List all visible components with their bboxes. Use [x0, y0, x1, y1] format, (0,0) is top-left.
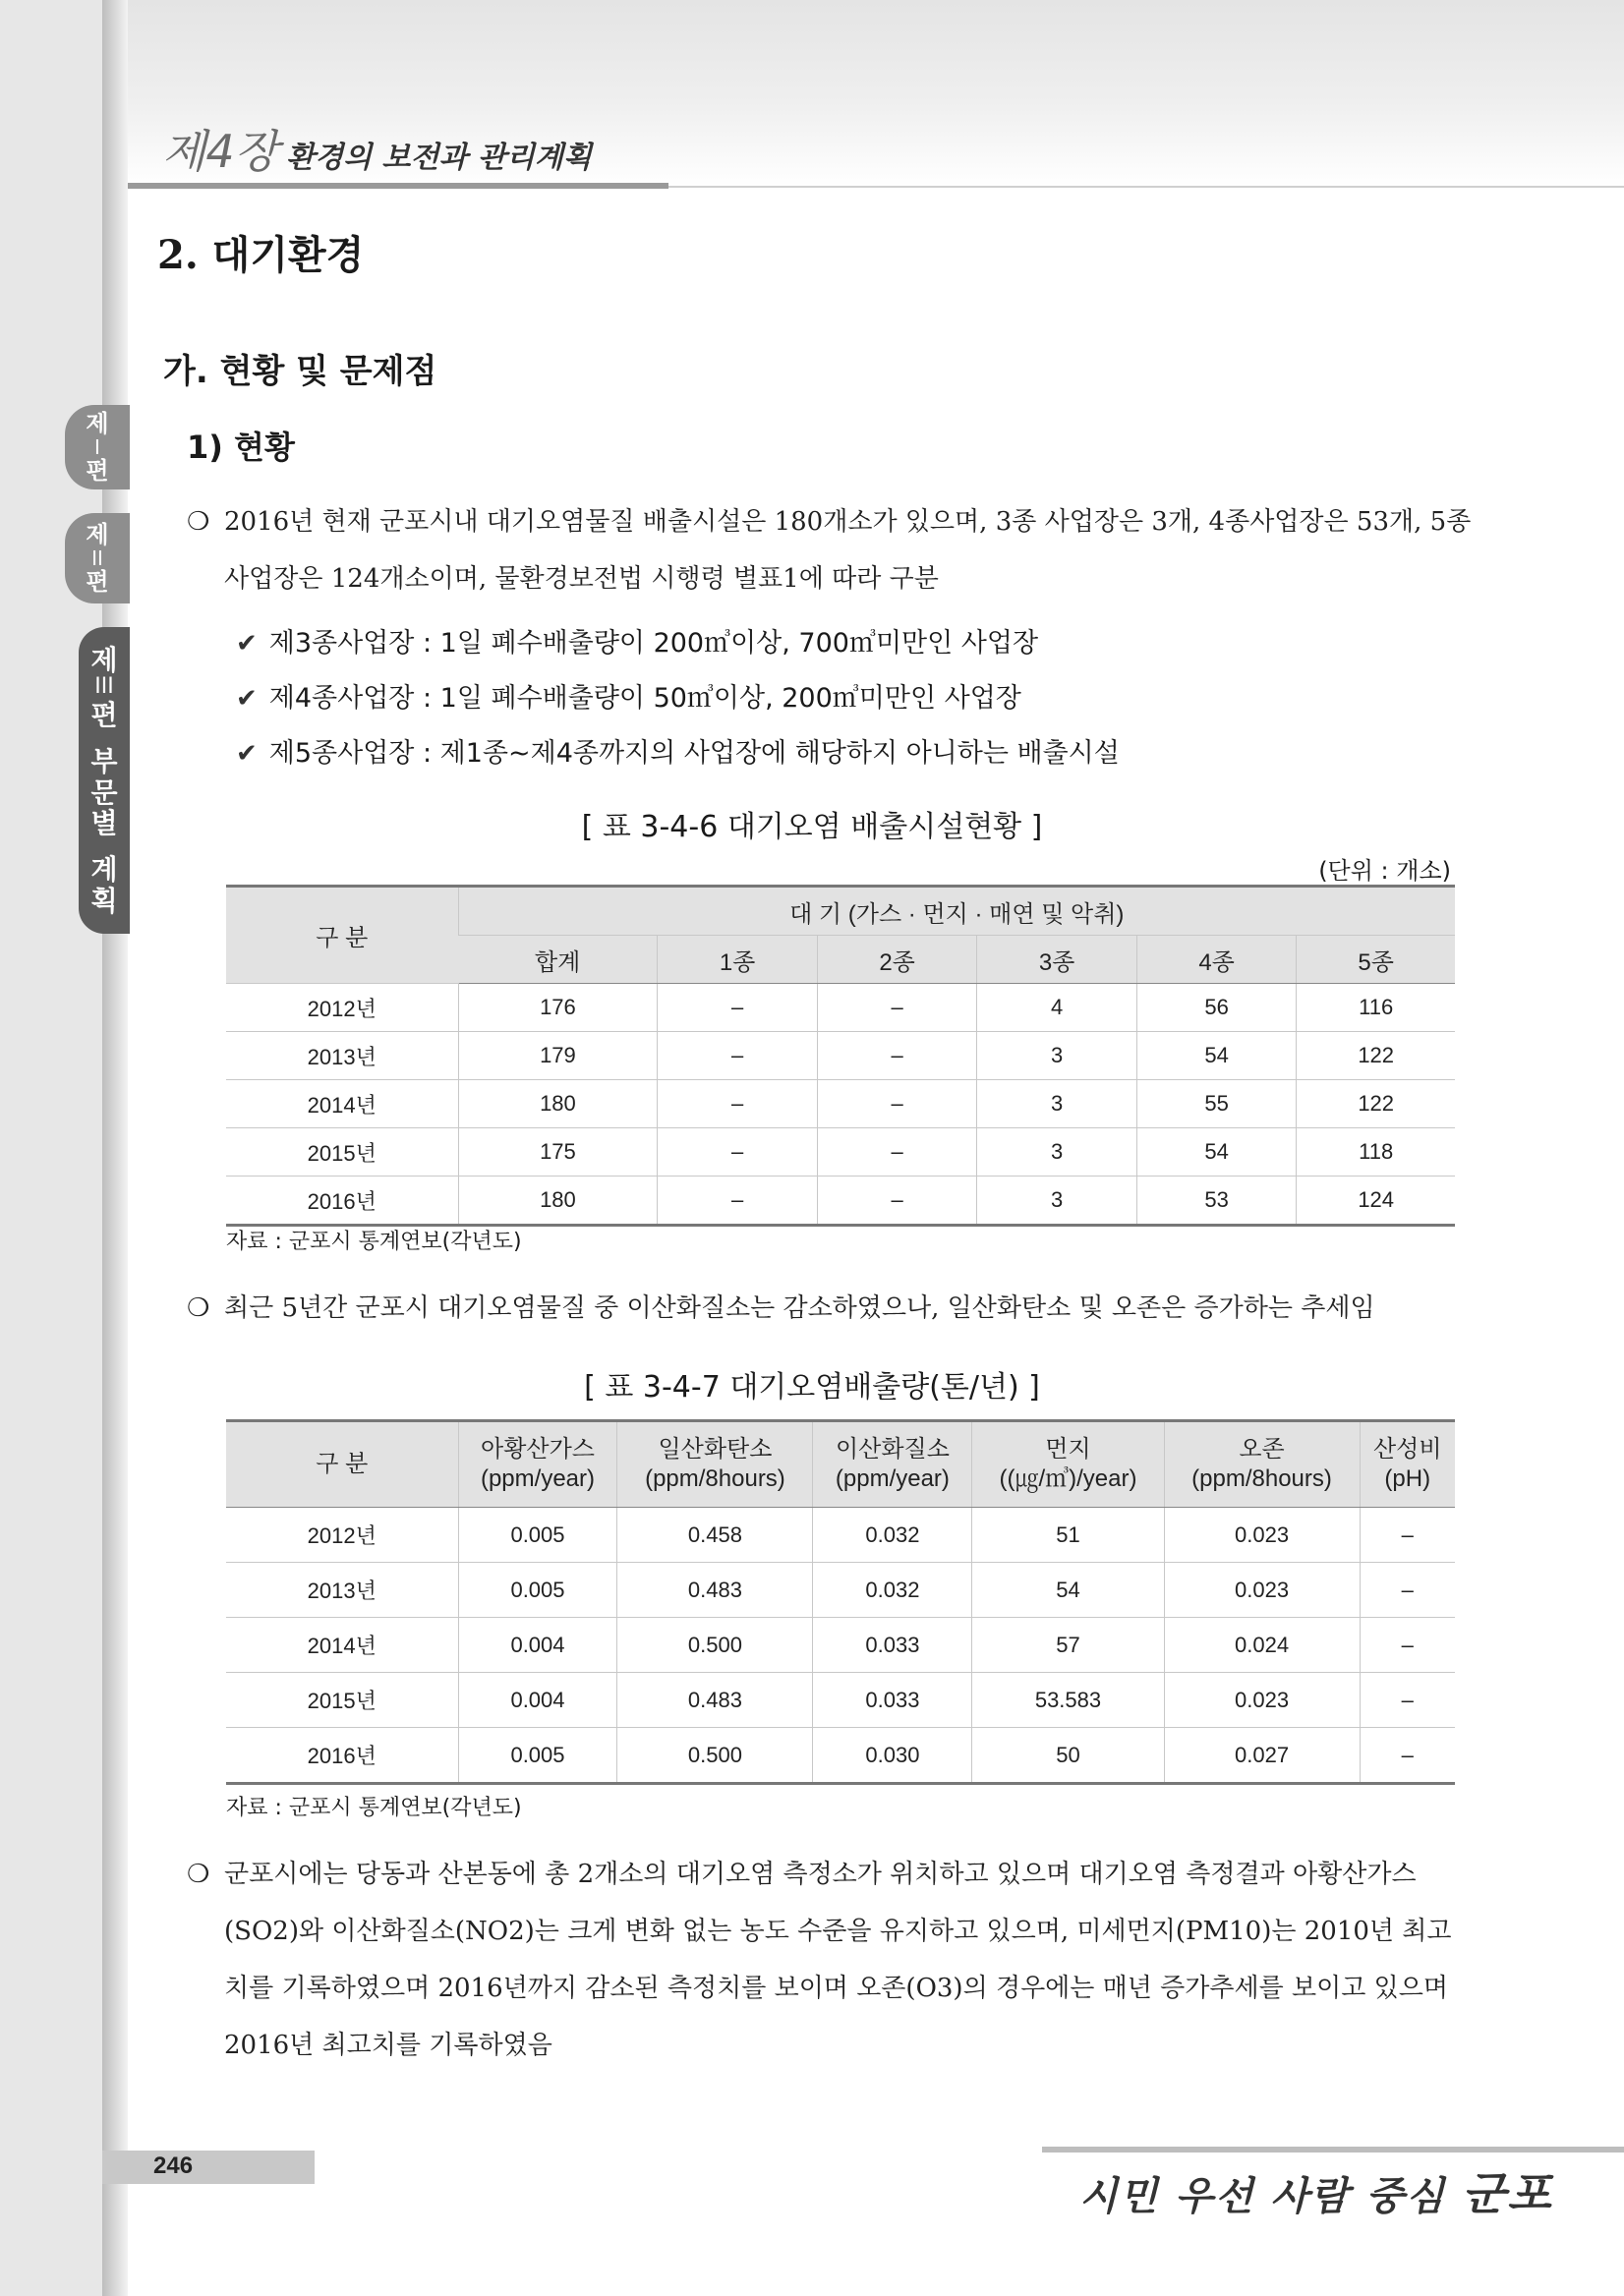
footer-rule	[1042, 2147, 1624, 2152]
table-row: 2014년 180 – – 3 55 122	[226, 1080, 1455, 1128]
table-row: 2014년 0.004 0.500 0.033 57 0.024 –	[226, 1618, 1455, 1673]
running-header	[162, 116, 592, 181]
check-item: ✔ 제3종사업장 : 1일 폐수배출량이 200㎥이상, 700㎥미만인 사업장	[236, 628, 1039, 659]
left-margin-band	[0, 0, 102, 2296]
header-rule-thin	[668, 186, 1624, 188]
column-header: 아황산가스 (ppm/year)	[458, 1421, 617, 1508]
checkmark-icon: ✔	[236, 739, 258, 769]
column-header: 3종	[977, 936, 1137, 984]
paragraph-trend: ❍ 최근 5년간 군포시 대기오염물질 중 이산화질소는 감소하였으나, 일산화탄소 및 오존은 증가하는 추세임	[224, 1280, 1473, 1337]
subsection-title: 가. 현황 및 문제점	[163, 352, 437, 391]
column-header: 먼지 ((㎍/㎥)/year)	[972, 1421, 1164, 1508]
check-item: ✔ 제4종사업장 : 1일 폐수배출량이 50㎥이상, 200㎥미만인 사업장	[236, 683, 1021, 714]
table-source-note: 자료 : 군포시 통계연보(각년도)	[226, 1230, 522, 1254]
city-slogan-logo: 시민 우선 사람 중심 군포	[1079, 2167, 1553, 2220]
page-edge-shadow	[102, 0, 128, 2296]
paragraph-facilities: ❍ 2016년 현재 군포시내 대기오염물질 배출시설은 180개소가 있으며, 3종 사업장은 3개, 4종사업장은 53개, 5종 사업장은 124개소이며, 물환경보전법 시행령 별표1에 따라 구분	[224, 493, 1473, 607]
column-header: 5종	[1297, 936, 1455, 984]
table-row: 2012년 0.005 0.458 0.032 51 0.023 –	[226, 1508, 1455, 1563]
side-tab-part-2[interactable]: 제 II 편	[65, 513, 130, 603]
circle-bullet-icon: ❍	[187, 1293, 210, 1323]
column-header: 2종	[817, 936, 977, 984]
side-tab-part-3-active[interactable]: 제 III 편 부 문 별 계 획	[79, 627, 130, 934]
column-header: 이산화질소 (ppm/year)	[813, 1421, 972, 1508]
side-tab-part-1[interactable]: 제 I 편	[65, 405, 130, 489]
table-header-label: 구 분	[226, 887, 458, 984]
column-header: 합계	[458, 936, 658, 984]
table-unit-note: (단위 : 개소)	[1318, 857, 1451, 885]
column-header: 일산화탄소 (ppm/8hours)	[617, 1421, 813, 1508]
column-header: 1종	[658, 936, 818, 984]
checkmark-icon: ✔	[236, 684, 258, 714]
chapter-title: 환경의 보전과 관리계획	[286, 141, 592, 175]
table-row: 2015년 0.004 0.483 0.033 53.583 0.023 –	[226, 1673, 1455, 1728]
table-row: 2012년 176 – – 4 56 116	[226, 984, 1455, 1032]
chapter-number: 제4장	[162, 125, 279, 178]
subsubsection-title: 1) 현황	[187, 429, 295, 466]
table-header-label: 구 분	[226, 1421, 458, 1508]
checkmark-icon: ✔	[236, 629, 258, 659]
section-title: 2. 대기환경	[157, 232, 365, 278]
table-row: 2016년 180 – – 3 53 124	[226, 1177, 1455, 1226]
table-source-note: 자료 : 군포시 통계연보(각년도)	[226, 1796, 522, 1820]
table-group-header: 대 기 (가스 · 먼지 · 매연 및 악취)	[458, 887, 1455, 936]
table-row: 2015년 175 – – 3 54 118	[226, 1128, 1455, 1177]
page-number-box	[102, 2151, 315, 2184]
table-caption: [ 표 3-4-7 대기오염배출량(톤/년) ]	[584, 1370, 1040, 1405]
table-row: 2013년 179 – – 3 54 122	[226, 1032, 1455, 1080]
paragraph-monitoring: ❍ 군포시에는 당동과 산본동에 총 2개소의 대기오염 측정소가 위치하고 있으며 대기오염 측정결과 아황산가스(SO2)와 이산화질소(NO2)는 크게 변화 없는 농도 수준을 유지하고 있으며, 미세먼지(PM10)는 2010년 최고치를 기록하였으며 2016년까지 감소된 측정치를 보이며 오존(O3)의 경우에는 매년 증가추세를 보이고 있으며 2016년 최고치를 기록하였음	[224, 1846, 1473, 2074]
facilities-table	[226, 885, 1455, 1227]
table-caption: [ 표 3-4-6 대기오염 배출시설현황 ]	[581, 810, 1043, 844]
header-rule	[128, 183, 668, 189]
circle-bullet-icon: ❍	[187, 507, 210, 537]
column-header: 산성비 (pH)	[1360, 1421, 1455, 1508]
check-item: ✔ 제5종사업장 : 제1종~제4종까지의 사업장에 해당하지 아니하는 배출시설	[236, 738, 1120, 769]
page-number: 246	[153, 2152, 194, 2179]
column-header: 4종	[1136, 936, 1297, 984]
circle-bullet-icon: ❍	[187, 1860, 210, 1889]
column-header: 오존 (ppm/8hours)	[1164, 1421, 1360, 1508]
emissions-table	[226, 1419, 1455, 1785]
table-row: 2013년 0.005 0.483 0.032 54 0.023 –	[226, 1563, 1455, 1618]
table-row: 2016년 0.005 0.500 0.030 50 0.027 –	[226, 1728, 1455, 1784]
